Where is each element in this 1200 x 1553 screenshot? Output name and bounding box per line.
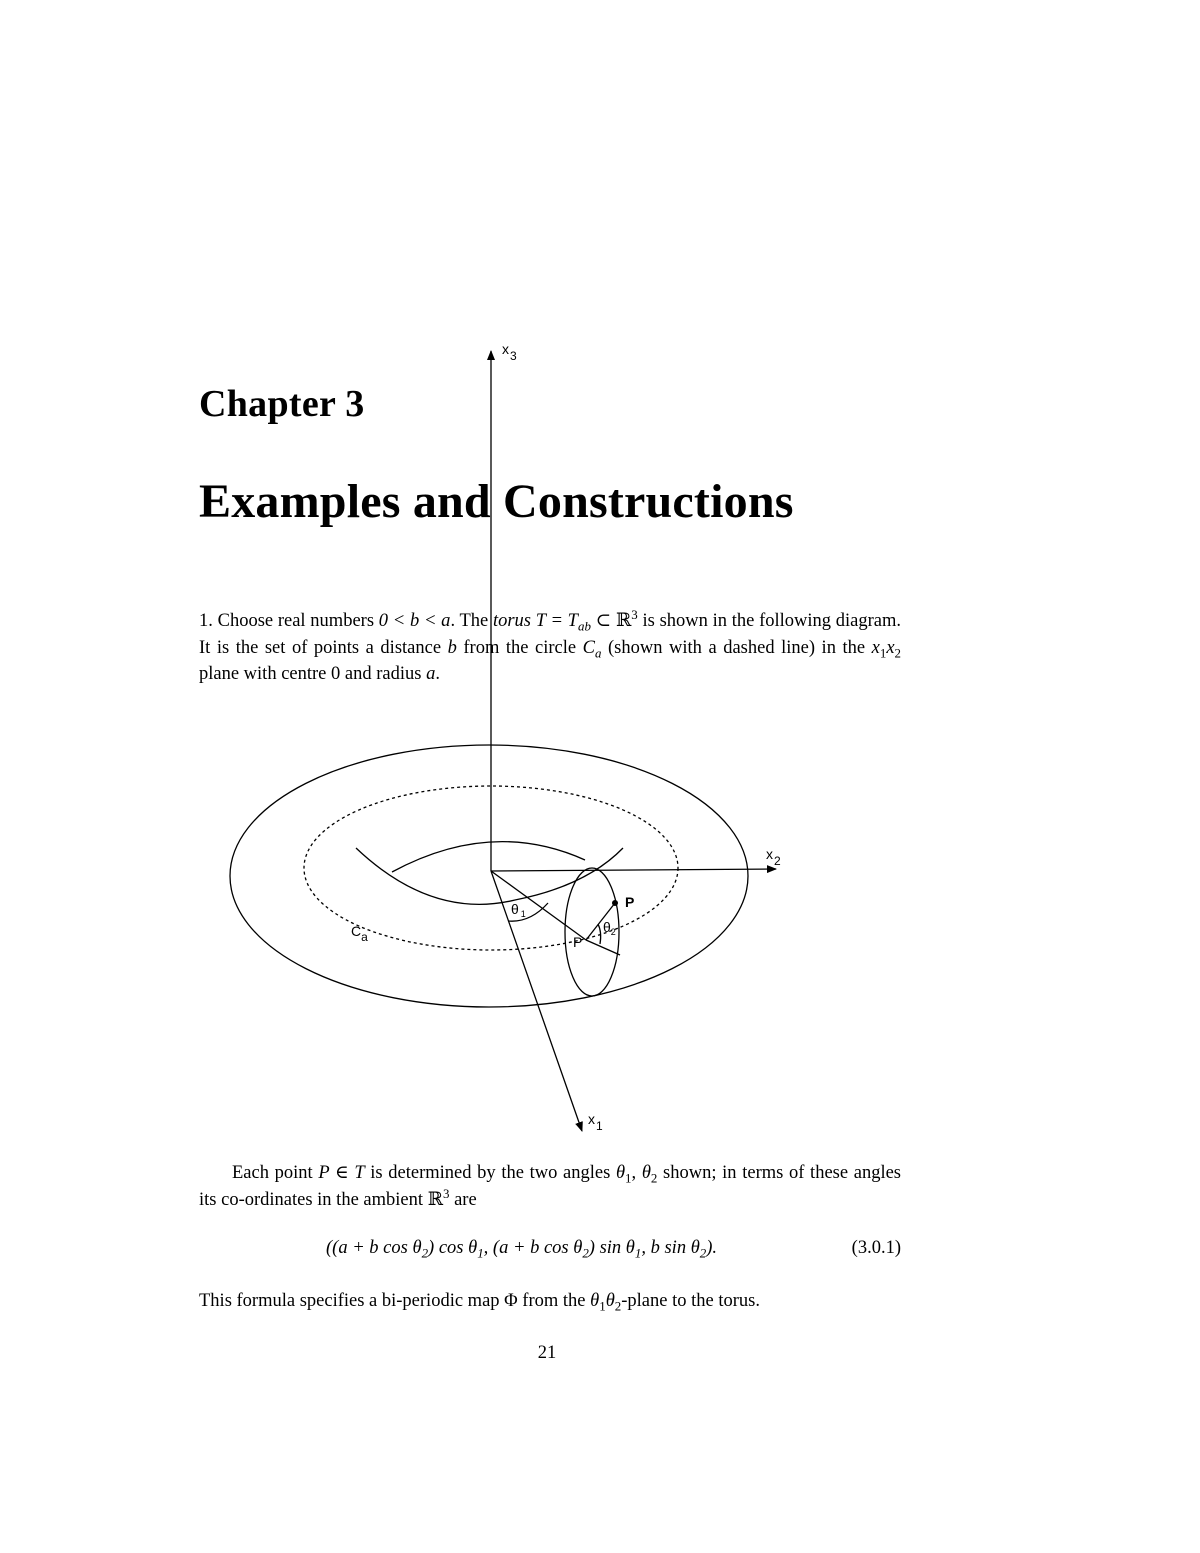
eq-part: ((a + b cos θ <box>326 1238 422 1258</box>
theta2-arc <box>598 924 601 944</box>
math-C: C <box>582 637 595 658</box>
math-theta: θ <box>590 1291 600 1311</box>
eq-part: ) cos θ <box>428 1238 478 1258</box>
math-sub: 2 <box>650 1170 658 1186</box>
math-subset: ⊂ ℝ <box>590 611 632 631</box>
eq-part: ) sin θ <box>588 1238 635 1258</box>
torus-outer-outline <box>230 745 748 1007</box>
text: , <box>631 1163 642 1183</box>
math-a: a <box>426 664 436 684</box>
torus-term: torus <box>492 611 532 631</box>
eq-part: ). <box>706 1238 718 1258</box>
math-sup: 3 <box>631 606 638 622</box>
torus-inner-upper-arc <box>392 842 585 872</box>
math-sub: 2 <box>614 1298 622 1314</box>
math-sub: 1 <box>599 1298 606 1314</box>
equation-number: (3.0.1) <box>851 1238 901 1258</box>
eq-part: , b sin θ <box>641 1238 700 1258</box>
math-sup: 3 <box>443 1185 450 1201</box>
page-number: 21 <box>537 1343 557 1363</box>
math-theta: θ <box>615 1163 626 1183</box>
text: is determined by the two angles <box>364 1163 616 1183</box>
math-torus: T = T <box>535 611 578 631</box>
text: from the circle <box>456 637 583 658</box>
text: is shown in the following diagram. It is the set of points a distance <box>199 611 901 658</box>
equation-3-0-1 <box>199 1238 901 1266</box>
equation-body <box>326 1238 717 1259</box>
eq-sub: 1 <box>477 1245 484 1261</box>
paragraph-coordinates <box>199 1160 901 1213</box>
math-x1: x <box>871 637 880 658</box>
math-theta: θ <box>641 1163 651 1183</box>
point-P-dot <box>612 900 618 906</box>
theta2-ray <box>586 940 620 955</box>
eq-sub: 1 <box>634 1245 642 1261</box>
text: This formula specifies a bi-periodic map Φ from the <box>199 1291 591 1311</box>
math-sub: 1 <box>879 645 887 661</box>
label-x1: x1 <box>588 1111 603 1133</box>
text: . <box>435 664 440 684</box>
eq-sub: 2 <box>582 1245 589 1261</box>
math-sub: 2 <box>894 645 902 661</box>
eq-sub: 2 <box>699 1245 707 1261</box>
radial-line <box>491 871 586 940</box>
text: shown; in terms of these angles its co-ordinates in the ambient ℝ <box>199 1163 901 1210</box>
math-sub: a <box>595 645 602 661</box>
label-x2: x2 <box>766 846 781 868</box>
label-theta2: $\theta_2$ <box>603 919 616 937</box>
text: are <box>449 1189 477 1210</box>
label-p-small: P <box>573 934 583 950</box>
axis-x2 <box>491 869 776 871</box>
math-sub: 1 <box>625 1170 632 1186</box>
eq-sub: 2 <box>421 1245 429 1261</box>
label-x3: x3 <box>502 341 517 363</box>
math-inequality: 0 < b < a <box>378 611 451 631</box>
text: plane with centre 0 and radius <box>199 664 427 684</box>
math-x2: x <box>886 637 895 658</box>
chapter-title: Examples and Constructions <box>199 475 794 528</box>
text: -plane to the torus. <box>621 1291 760 1311</box>
text: 1. Choose real numbers <box>199 611 379 631</box>
label-Ca: Ca <box>351 923 368 944</box>
text: . The <box>450 611 493 631</box>
paragraph-biperiodic <box>199 1288 901 1315</box>
math-sub: ab <box>577 618 591 634</box>
eq-part: , (a + b cos θ <box>483 1238 583 1258</box>
text: (shown with a dashed line) in the <box>601 637 872 658</box>
label-theta1: θ $_1$ <box>511 901 526 919</box>
math-P-in-T: P ∈ T <box>318 1163 365 1183</box>
label-P: P <box>625 894 635 910</box>
chapter-label: Chapter 3 <box>199 383 365 425</box>
text: Each point <box>232 1163 319 1183</box>
math-theta: θ <box>605 1291 615 1311</box>
math-b: b <box>447 637 457 658</box>
torus-inner-lower-arc <box>356 848 623 904</box>
